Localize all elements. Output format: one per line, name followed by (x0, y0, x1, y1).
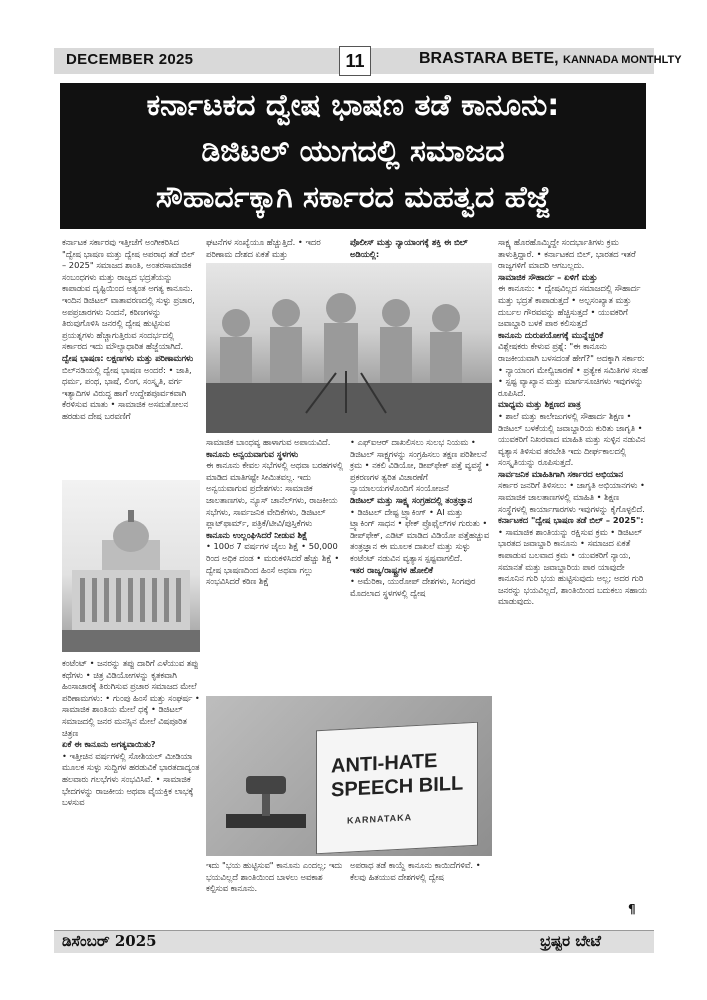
issue-date: DECEMBER 2025 (66, 51, 194, 68)
sign-title (331, 748, 463, 803)
section-heading: ಕಾನೂನು ದುರುಪಯೋಗಕ್ಕೆ ಮುನ್ನೆಚ್ಚರಿಕೆ (498, 329, 604, 340)
section-heading: ದ್ವೇಷ ಭಾಷಣ: ಲಕ್ಷಣಗಳು ಮತ್ತು ಪರಿಣಾಮಗಳು (62, 352, 194, 363)
sign-subtitle: KARNATAKA (347, 812, 413, 826)
body-paragraph: ಘಟನೆಗಳ ಸಂಖ್ಯೆಯೂ ಹೆಚ್ಚುತ್ತಿದೆ. • ಇದರ ಪರಿಣಾಮ ದೇಶದ ಏಕತೆ ಮತ್ತು (206, 237, 321, 259)
section-heading: ಕರ್ನಾಟಕದ "ದ್ವೇಷ ಭಾಷಣ ತಡೆ ಬಿಲ್ – 2025": (498, 515, 644, 526)
sign-line-1: ANTI-HATE (331, 749, 438, 778)
body-paragraph: ಸಾಕ್ಷ್ಯ ಹೊರಹೊಮ್ಮಿದ್ದೇ ಸಂದರ್ಭಾತಿಗಳು ಕ್ರಮ ತಾಳುತ್ತಿದ್ದಾರೆ. • ಕರ್ನಾಟಕದ ಬಿಲ್, ಭಾರತದ ಇತರೆ ರಾಜ್ಯಗಳಿಗೆ ಮಾದರಿ ಆಗಬಲ್ಲದು. (498, 237, 636, 271)
section-heading: ಏಕೆ ಈ ಕಾನೂನು ಅಗತ್ಯವಾಯಿತು? (62, 739, 156, 750)
building-illustration (62, 480, 200, 652)
headline-line-3: ಸೌಹಾರ್ದಕ್ಕಾಗಿ ಸರ್ಕಾರದ ಮಹತ್ವದ ಹೆಜ್ಜೆ (155, 180, 551, 215)
press-conference-photo (206, 263, 492, 433)
section-heading: ಪೊಲೀಸ್ ಮತ್ತು ನ್ಯಾಯಾಂಗಕ್ಕೆ ಶಕ್ತಿ ಈ ಬಿಲ್ ಅಡಿಯಲ್ಲಿ: (350, 237, 468, 259)
body-paragraph: ಅಪರಾಧ ತಡೆ ಕಾಯ್ದೆ ಕಾನೂನು ಕಾಯಿದೆಗಳಿವೆ. • ಕೆಲವು ಹಿತಯುವ ದೇಶಗಳಲ್ಲಿ ದ್ವೇಷ (350, 860, 481, 882)
section-heading: ಕಾನೂನು ಅನ್ವಯವಾಗುವ ಸ್ಥಳಗಳು (206, 448, 299, 459)
page-number: 11 (339, 46, 371, 76)
body-paragraph: • ಡಿಜಿಟಲ್ ದೇಷ್ಟ ಟ್ರ್ಯಾಕಿಂಗ್ • AI ಮತ್ತು ಟ್ರ್ಯಾಕಿಂಗ್ ಸಾಧನ • ಫೇಕ್ ಪ್ರೊಫೈಲ್‌ಗಳ ಗುರುತು • ಡೀಪ್‌ಫೇಕ್, ಎಡಿಟ್ ಮಾಡಿದ ವಿಡಿಯೋ ಪತ್ತೆಹಚ್ಚುವ ತಂತ್ರಜ್ಞಾನ ಈ ಮೂಲಕ ದಾಖಲೆ ಮತ್ತು ಸುಳ್ಳು ಕಂಟೆಂಟ್ ನಡುವಿನ ವ್ಯತ್ಯಾಸ ಸ್ಪಷ್ಟವಾಗಲಿದೆ. (350, 506, 490, 563)
body-paragraph: ಸಾಮಾಜಿಕ ಬಾಂಧವ್ಯ ಹಾಳಾಗುವ ಅಪಾಯವಿದೆ. (206, 437, 331, 447)
body-paragraph: ಇದು "ಭಯ ಹುಟ್ಟಿಸುವ" ಕಾನೂನು ಎಂದಲ್ಲ; ಇದು ಭಯವಿಲ್ಲದೆ ಶಾಂತಿಯಿಂದ ಬಾಳಲು ಅವಕಾಶ ಕಲ್ಪಿಸುವ ಕಾನೂನು. (206, 860, 343, 894)
headline (60, 83, 646, 229)
article-column-2-middle (206, 437, 344, 588)
magazine-subtitle: KANNADA MONTHLTY (563, 54, 682, 66)
headline-line-2: ಡಿಜಿಟಲ್ ಯುಗದಲ್ಲಿ ಸಮಾಜದ (201, 134, 505, 169)
article-column-2 (206, 237, 344, 260)
body-paragraph: ಬಿಲ್‌ನಡಿಯಲ್ಲಿ ದ್ವೇಷ ಭಾಷಣ ಅಂದರೆ: • ಜಾತಿ, ಧರ್ಮ, ಪಂಥ, ಭಾಷೆ, ಲಿಂಗ, ಸಂಸ್ಕೃತಿ, ವರ್ಗ ಇತ್ಯಾದಿಗಳ ವಿರುದ್ಧ ಹಾಗೆ ಉದ್ದೇಶಪೂರ್ವಕವಾಗಿ ಕೆರಳಿಸುವ ಮಾತು • ಸಾಮಾಜಿಕ ಅಸಮತೋಲನ ಹರಡುವ ದೇಷ ಬರವಣಿಗೆ (62, 364, 192, 421)
footer-date: ಡಿಸೆಂಬರ್ 2025 (62, 932, 157, 950)
anti-hate-bill-photo (206, 696, 492, 856)
article-column-3-bottom (350, 860, 490, 883)
magazine-name (419, 50, 682, 68)
press-conference-illustration (206, 263, 492, 433)
section-heading: ಡಿಜಿಟಲ್ ಮತ್ತು ಸಾಕ್ಷ್ಯ ಸಂಗ್ರಹದಲ್ಲಿ ತಂತ್ರಜ್ಞಾನ (350, 494, 473, 505)
vidhana-soudha-photo (62, 480, 200, 652)
article-column-2-bottom (206, 860, 344, 895)
section-heading: ಕಾನೂನು ಉಲ್ಲಂಘಿಸಿದರೆ ನೀಡುವ ಶಿಕ್ಷೆ (206, 529, 308, 540)
body-paragraph: ಸರ್ಕಾರ ಜನರಿಗೆ ತಿಳಿಸಲು: • ಜಾಗೃತಿ ಅಭಿಯಾನಗಳು • ಸಾಮಾಜಿಕ ಜಾಲತಾಣಗಳಲ್ಲಿ ಮಾಹಿತಿ • ಶಿಕ್ಷಣ ಸಂಸ್ಥೆಗಳಲ್ಲಿ ಕಾರ್ಯಾಗಾರಗಳು ಇವುಗಳನ್ನು ಕೈಗೊಳ್ಳಲಿದೆ. (498, 480, 645, 514)
section-heading: ಸಾಮಾಜಿಕ ಸೌಹಾರ್ದ – ಏಳಿಗೆ ಮತ್ತು (498, 271, 598, 282)
body-paragraph: ಕಂಟೆಂಟ್ • ಜನರನ್ನು ತಪ್ಪು ದಾರಿಗೆ ಎಳೆಯುವ ತಪ್ಪು ಕಥೆಗಳು • ಚಿತ್ರ ವಿಡಿಯೋಗಳನ್ನು ಕೃತಕವಾಗಿ ಹಿಂಸಾಚಾರಕ್ಕೆ ತಿರುಗಿಸುವ ಪ್ರಚಾರ ಸಮಾಜದ ಮೇಲೆ ಪರಿಣಾಮಗಳು: • ಗುಂಪು ಹಿಂಸೆ ಮತ್ತು ಸಂಘರ್ಷ • ಸಾಮಾಜಿಕ ಶಾಂತಿಯ ಮೇಲೆ ಧಕ್ಕೆ • ಡಿಜಿಟಲ್ ಸಮಾಜದಲ್ಲಿ ಜನರ ಮನಸ್ಸಿನ ಮೇಲೆ ವಿಷಪೂರಿತ ಚಿತ್ರಣ (62, 658, 200, 738)
article-column-3 (350, 237, 490, 260)
magazine-title: BRASTARA BETE, (419, 50, 559, 67)
bill-sign (316, 722, 478, 854)
body-paragraph: ವಿಶ್ಲೇಷಕರು ಕೇಳುವ ಪ್ರಶ್ನೆ: "ಈ ಕಾನೂನು ರಾಜಕೀಯವಾಗಿ ಬಳಸದಂತೆ ಹೇಗೆ?" ಅದಕ್ಕಾಗಿ ಸರ್ಕಾರ: • ನ್ಯಾಯಾಂಗ ಮೇಲ್ವಿಚಾರಣೆ • ಪ್ರತ್ಯೇಕ ಸಮಿತಿಗಳ ಸಲಹೆ • ಸ್ಪಷ್ಟ ವ್ಯಾಖ್ಯಾನ ಮತ್ತು ಮಾರ್ಗಸೂಚಿಗಳು ಇವುಗಳನ್ನು ರೂಪಿಸಿದೆ. (498, 341, 648, 398)
section-heading: ಸಾರ್ವಜನಿಕ ಮಾಹಿತಿಗಾಗಿ ಸರ್ಕಾರದ ಅಭಿಯಾನ (498, 468, 624, 479)
body-paragraph: • ಸಾಮಾಜಿಕ ಶಾಂತಿಯನ್ನು ರಕ್ಷಿಸುವ ಕ್ರಮ • ಡಿಜಿಟಲ್ ಭಾರತದ ಜವಾಬ್ದಾರಿ ಕಾನೂನು • ಸಮಾಜದ ಏಕತೆ ಕಾಪಾಡುವ ಬಲವಾದ ಕ್ರಮ • ಯುವಕರಿಗೆ ನ್ಯಾಯ, ಸಮಾನತೆ ಮತ್ತು ಜವಾಬ್ದಾರಿಯ ಪಾಠ ಯಾವುದೇ ಕಾನೂನಿನ ಗುರಿ ಭಯ ಹುಟ್ಟಿಸುವುದು ಅಲ್ಲ; ಅದರ ಗುರಿ ಜನರನ್ನು ಭಯವಿಲ್ಲದೆ, ಶಾಂತಿಯಿಂದ ಬದುಕಲು ಸಹಾಯ ಮಾಡುವುದು. (498, 526, 647, 607)
body-paragraph: • ಶಾಲೆ ಮತ್ತು ಕಾಲೇಜುಗಳಲ್ಲಿ ಸೌಹಾರ್ದ ಶಿಕ್ಷಣ • ಡಿಜಿಟಲ್ ಬಳಕೆಯಲ್ಲಿ ಜವಾಬ್ದಾರಿಯ ಕುರಿತು ಜಾಗೃತಿ • ಯುವಕರಿಗೆ ನಿಖರವಾದ ಮಾಹಿತಿ ಮತ್ತು ಸುಳ್ಳಿನ ನಡುವಿನ ವ್ಯತ್ಯಾಸ ತಿಳಿಸುವ ತರಬೇತಿ ಇದು ದೀರ್ಘಕಾಲದಲ್ಲಿ ಸಂಸ್ಕೃತಿಯನ್ನು ರೂಪಿಸುತ್ತದೆ. (498, 410, 646, 468)
body-paragraph: ಈ ಕಾನೂನು: • ದ್ವೇಷವಿಲ್ಲದ ಸಮಾಜದಲ್ಲಿ ಸೌಹಾರ್ದ ಮತ್ತು ಭದ್ರತೆ ಕಾಪಾಡುತ್ತದೆ • ಅಲ್ಪಸಂಖ್ಯಾತ ಮತ್ತು ದುರ್ಬಲ ಗೌರವವನ್ನು ಹೆಚ್ಚಿಸುತ್ತದೆ • ಯುವಕರಿಗೆ ಜವಾಬ್ದಾರಿ ಬಳಕೆ ಪಾಠ ಕಲಿಸುತ್ತದೆ (498, 283, 641, 329)
section-heading: ಮಾಧ್ಯಮ ಮತ್ತು ಶಿಕ್ಷಣದ ಪಾತ್ರ (498, 399, 581, 410)
body-paragraph: ಈ ಕಾನೂನು ಕೇವಲ ಸಭೆಗಳಲ್ಲಿ ಅಥವಾ ಬರಹಗಳಲ್ಲಿ ಮಾಡಿದ ಮಾತಿಗಷ್ಟೇ ಸೀಮಿತವಲ್ಲ. ಇದು ಅನ್ವಯವಾಗುವ ಪ್ರದೇಶಗಳು: ಸಾಮಾಜಿಕ ಜಾಲತಾಣಗಳು, ನ್ಯೂಸ್ ಚಾನೆಲ್‌ಗಳು, ರಾಜಕೀಯ ಸಭೆಗಳು, ಸಾರ್ವಜನಿಕ ವೇದಿಕೆಗಳು, ಡಿಜಿಟಲ್ ಪ್ಲಾಟ್‌ಫಾರ್ಮ್‌, ಪತ್ರಿಕೆ/ಟೀವಿ/ಪುಸ್ತಿಕೆಗಳು (206, 460, 344, 529)
body-paragraph: • ಎಫ್‌ಐಆರ್ ದಾಖಲಿಸಲು ಸುಲಭ ನಿಯಮ • ಡಿಜಿಟಲ್ ಸಾಕ್ಷ್ಯಗಳನ್ನು ಸಂಗ್ರಹಿಸಲು ತಕ್ಷಣ ಪರಿಶೀಲನೆ ಕ್ರಮ • ನಕಲಿ ವಿಡಿಯೋ, ಡೀಪ್‌ಫೇಕ್ ಪತ್ತೆ ವ್ಯವಸ್ಥೆ • ಪ್ರಕರಣಗಳ ತ್ವರಿತ ವಿಚಾರಣೆಗೆ ನ್ಯಾಯಾಲಯಗಳೊಂದಿಗೆ ಸಂಯೋಜನೆ (350, 437, 490, 494)
article-column-3-middle (350, 437, 490, 599)
body-paragraph: • ಅಮೆರಿಕಾ, ಯುರೋಪ್ ದೇಶಗಳು, ಸಿಂಗಪುರ ಮೊದಲಾದ ಸ್ಥಳಗಳಲ್ಲಿ ದ್ವೇಷ (350, 576, 476, 598)
article-column-4 (498, 237, 648, 608)
section-heading: ಇತರ ರಾಜ್ಯ/ರಾಷ್ಟ್ರಗಳ ಹೋಲಿಕೆ (350, 564, 433, 575)
intro-paragraph: ಕರ್ನಾಟಕ ಸರ್ಕಾರವು ಇತ್ತೀಚೆಗೆ ಅಂಗೀಕರಿಸಿದ "ದ್ವೇಷ ಭಾಷಣ ಮತ್ತು ದ್ವೇಷ ಅಪರಾಧ ತಡೆ ಬಿಲ್ – 2025" ಸಮಾಜದ ಶಾಂತಿ, ಅಂತರಸಾಮಾಜಿಕ ಸಂಬಂಧಗಳು ಮತ್ತು ರಾಜ್ಯದ ಭದ್ರತೆಯನ್ನು ಕಾಪಾಡುವ ದೃಷ್ಟಿಯಿಂದ ಅತ್ಯಂತ ಅಗತ್ಯ ಕಾನೂನು. ಇಂದಿನ ಡಿಜಿಟಲ್ ವಾತಾವರಣದಲ್ಲಿ ಸುಳ್ಳು ಪ್ರಚಾರ, ಅಪಪ್ರಚಾರಗಳು ನಿಂದನೆ, ಕಠಿಣಗಳನ್ನು ತಿರುವುಗೊಳಿಸಿ ಜನರಲ್ಲಿ ದ್ವೇಷ ಹುಟ್ಟಿಸುವ ಪ್ರಯತ್ನಗಳು ಹೆಚ್ಚಾಗುತ್ತಿರುವ ಸಂದರ್ಭದಲ್ಲಿ ಸರ್ಕಾರದ ಇದು ಮೌಲ್ಯಾಧಾರಿತ ಹೆಜ್ಜೆಯಾಗಿದೆ. (62, 237, 195, 352)
headline-line-1: ಕರ್ನಾಟಕದ ದ್ವೇಷ ಭಾಷಣ ತಡೆ ಕಾನೂನು: (146, 88, 560, 123)
sign-line-2: SPEECH BILL (331, 772, 464, 802)
article-column-1 (62, 237, 200, 423)
body-paragraph: • ಇತ್ತೀಚಿನ ವರ್ಷಗಳಲ್ಲಿ ಸೋಶಿಯಲ್ ಮೀಡಿಯಾ ಮೂಲಕ ಸುಳ್ಳು ಸುದ್ದಿಗಳ ಹರಡುವಿಕೆ ಭಾರತದಾದ್ಯಂತ ಹಲವಾರು ಗಲಭೆಗಳು ಸಂಭವಿಸಿವೆ. • ಸಾಮಾಜಿಕ ಭೇದಗಳನ್ನು ರಾಜಕೀಯ ಅಥವಾ ವೈಯಕ್ತಿಕ ಲಾಭಕ್ಕೆ ಬಳಸುವ (62, 750, 200, 808)
article-column-1-continued (62, 658, 200, 809)
body-paragraph: • 100ರ 7 ವರ್ಷಗಳ ಜೈಲು ಶಿಕ್ಷೆ • 50,000 ರಿಂದ ಅಧಿಕ ದಂಡ • ಮರುಕಳಿಸಿದರೆ ಹೆಚ್ಚು ಶಿಕ್ಷೆ • ದ್ವೇಷ ಭಾಷಣದಿಂದ ಹಿಂಸೆ ಅಥವಾ ಗಲ್ಲು ಸಂಭವಿಸಿದರೆ ಕಠಿಣ ಶಿಕ್ಷೆ (206, 541, 340, 587)
end-mark: ¶ (628, 902, 636, 916)
footer-magazine-name: ಭ್ರಷ್ಟರ ಬೇಟೆ (540, 932, 601, 950)
